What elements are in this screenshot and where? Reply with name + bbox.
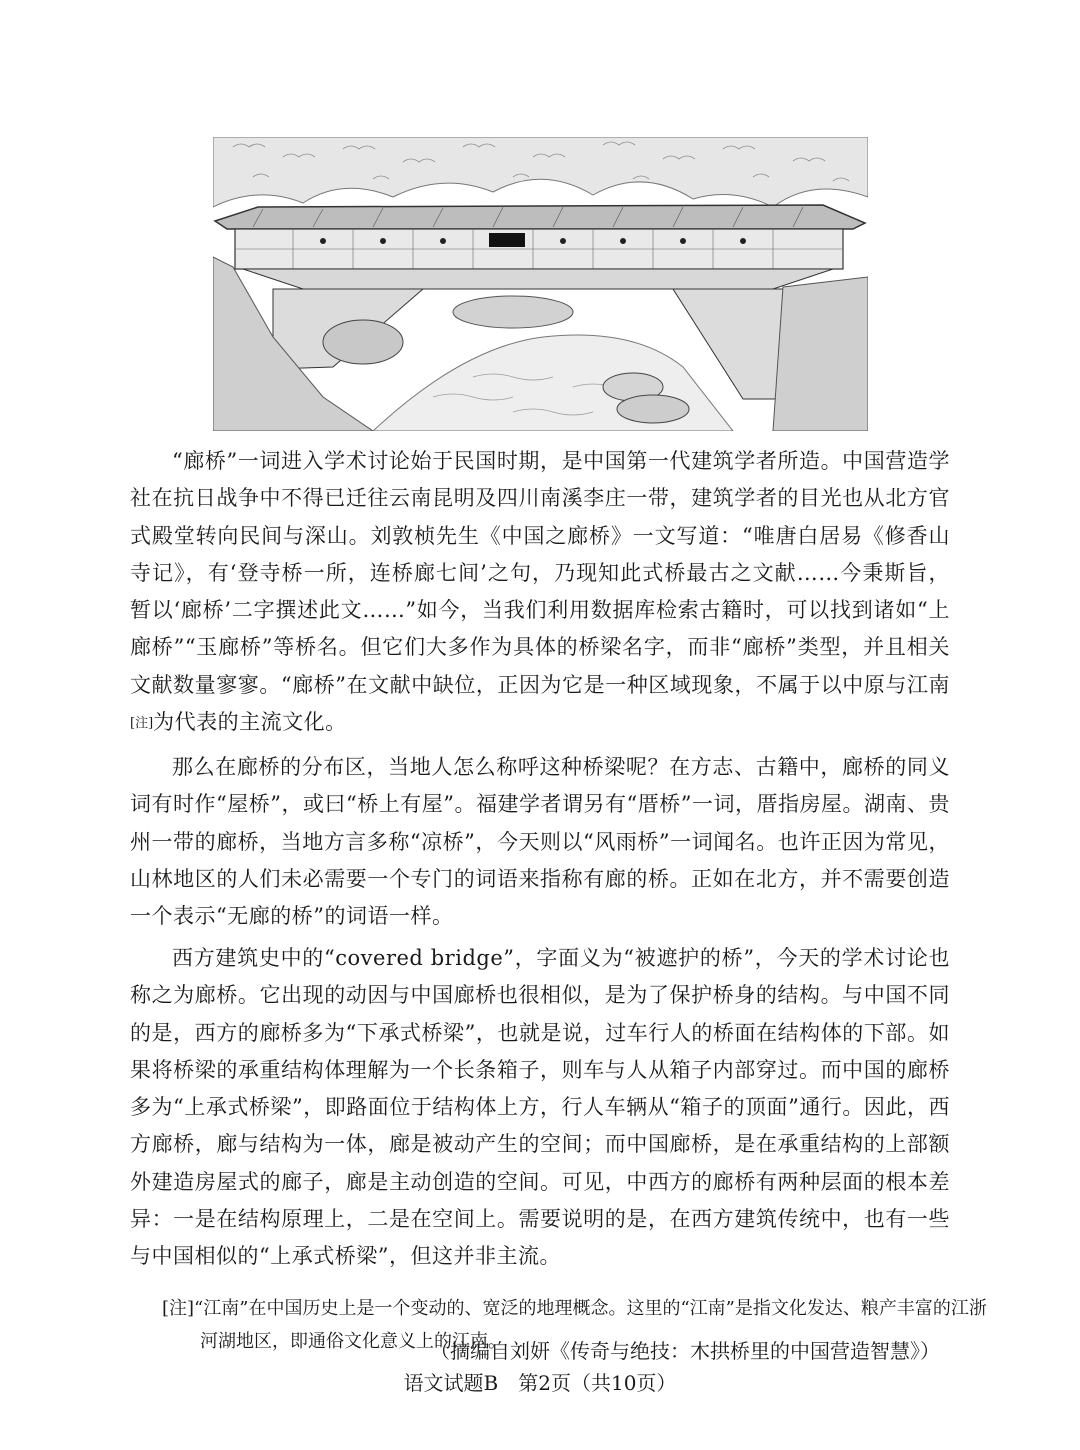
note-marker: [注]: [130, 716, 154, 732]
page-footer: 语文试题B 第2页（共10页）: [403, 1371, 677, 1395]
paragraph-3: 西方建筑史中的“covered bridge”，字面义为“被遮护的桥”，今天的学术讨论也称之为廊桥。它出现的动因与中国廊桥也很相似，是为了保护桥身的结构。与中国不同的是，西方的廊桥多为“下承式桥梁”，也就是说，过车行人的桥面在结构体的下部。如果将桥梁的承重结构体理解为一个长条箱子，则车与人从箱子内部穿过。而中国的廊桥多为“上承式桥梁”，即路面位于结构体上方，行人车辆从“箱子的顶面”通行。因此，西方廊桥，廊与结构为一体，廊是被动产生的空间；而中国廊桥，是在承重结构的上部额外建造房屋式的廊子，廊是主动创造的空间。可见，中西方的廊桥有两种层面的根本差异：一是在结构原理上，二是在空间上。需要说明的是，在西方建筑传统中，也有一些与中国相似的“上承式桥梁”，但这并非主流。: [130, 946, 950, 1269]
footnote: [注]“江南”在中国历史上是一个变动的、宽泛的地理概念。这里的“江南”是指文化发达、粮产丰富的江浙河湖地区，即通俗文化意义上的江南。: [162, 1298, 987, 1352]
covered-bridge-illustration: [213, 137, 868, 431]
paragraph-2: 那么在廊桥的分布区，当地人怎么称呼这种桥梁呢？在方志、古籍中，廊桥的同义词有时作“屋桥”，或曰“桥上有屋”。福建学者谓另有“厝桥”一词，厝指房屋。湖南、贵州一带的廊桥，当地方言多称“凉桥”，今天则以“风雨桥”一词闻名。也许正因为常见，山林地区的人们未必需要一个专门的词语来指称有廊的桥。正如在北方，并不需要创造一个表示“无廊的桥”的词语一样。: [130, 755, 950, 929]
paragraph-1: [130, 443, 950, 742]
paragraph-1-text-b: 为代表的主流文化。: [153, 710, 347, 735]
paragraph-1-text-a: “廊桥”一词进入学术讨论始于民国时期，是中国第一代建筑学者所造。中国营造学社在抗日战争中不得已迁往云南昆明及四川南溪李庄一带，建筑学者的目光也从北方官式殿堂转向民间与深山。刘敦桢先生《中国之廊桥》一文写道：“唯唐白居易《修香山寺记》，有‘登寺桥一所，连桥廊七间’之句，乃现知此式桥最古之文献……今秉斯旨，暂以‘廊桥’二字撰述此文……”如今，当我们利用数据库检索古籍时，可以找到诸如“上廊桥”“玉廊桥”等桥名。但它们大多作为具体的桥梁名字，而非“廊桥”类型，并且相关文献数量寥寥。“廊桥”在文献中缺位，正因为它是一种区域现象，不属于以中原与江南: [130, 449, 950, 697]
source-citation: （摘编自刘妍《传奇与绝技：木拱桥里的中国营造智慧》）: [430, 1339, 940, 1363]
